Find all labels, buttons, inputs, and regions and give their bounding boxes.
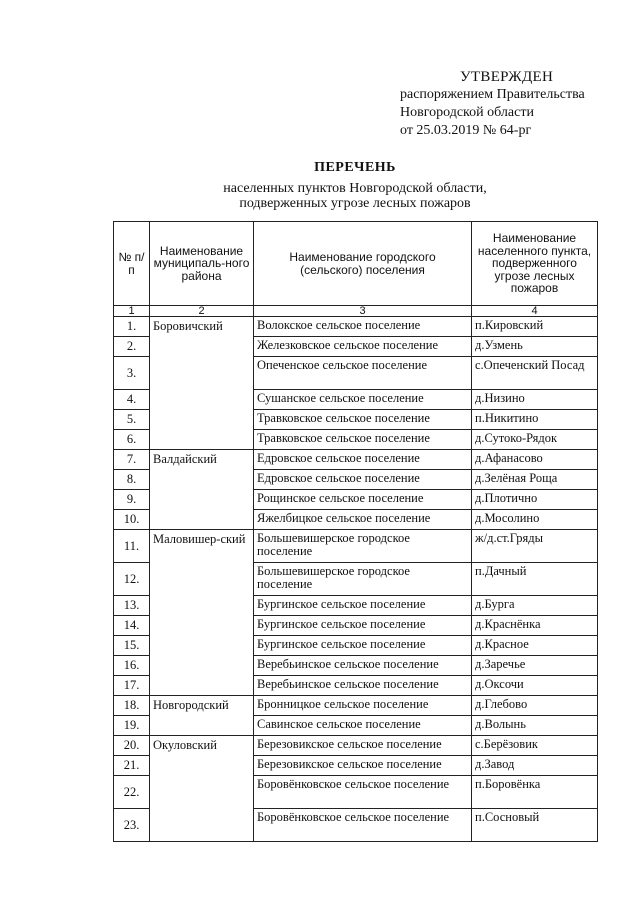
row-number: 11. [114,530,150,563]
locality-cell: ж/д.ст.Гряды [472,530,598,563]
locality-cell: д.Оксочи [472,676,598,696]
settlement-cell: Волокское сельское поселение [254,317,472,337]
row-number: 10. [114,510,150,530]
approval-block [400,68,585,140]
district-cell: Окуловский [150,736,254,842]
locality-cell: д.Низино [472,390,598,410]
settlement-cell: Едровское сельское поселение [254,470,472,490]
locality-cell: д.Заречье [472,656,598,676]
row-number: 23. [114,809,150,842]
locality-cell: д.Узмень [472,337,598,357]
locality-cell: д.Глебово [472,696,598,716]
row-number: 21. [114,756,150,776]
settlement-cell: Сушанское сельское поселение [254,390,472,410]
settlement-cell: Боровёнковское сельское поселение [254,809,472,842]
index-cell-2: 2 [150,306,254,317]
settlement-cell: Большевишерское городское поселение [254,563,472,596]
district-cell: Валдайский [150,450,254,530]
header-num: № п/п [114,222,150,306]
settlement-cell: Бургинское сельское поселение [254,596,472,616]
index-cell-3: 3 [254,306,472,317]
locality-cell: п.Боровёнка [472,776,598,809]
index-cell-4: 4 [472,306,598,317]
row-number: 7. [114,450,150,470]
row-number: 17. [114,676,150,696]
settlement-cell: Железковское сельское поселение [254,337,472,357]
district-cell: Маловишер-ский [150,530,254,696]
settlement-cell: Рощинское сельское поселение [254,490,472,510]
district-cell: Боровичский [150,317,254,450]
row-number: 4. [114,390,150,410]
approval-line-2: Новгородской области [400,105,534,120]
locality-cell: д.Краснёнка [472,616,598,636]
document-title: ПЕРЕЧЕНЬ [314,160,396,175]
row-number: 22. [114,776,150,809]
row-number: 20. [114,736,150,756]
settlement-cell: Березовикское сельское поселение [254,736,472,756]
locality-cell: п.Дачный [472,563,598,596]
district-cell: Новгородский [150,696,254,736]
locality-cell: с.Опеченский Посад [472,357,598,390]
locality-cell: д.Плотично [472,490,598,510]
settlement-cell: Яжелбицкое сельское поселение [254,510,472,530]
settlement-cell: Боровёнковское сельское поселение [254,776,472,809]
settlement-cell: Едровское сельское поселение [254,450,472,470]
row-number: 14. [114,616,150,636]
row-number: 5. [114,410,150,430]
locality-cell: д.Красное [472,636,598,656]
settlement-cell: Веребьинское сельское поселение [254,656,472,676]
settlement-cell: Большевишерское городское поселение [254,530,472,563]
localities-table [113,221,598,842]
document-subtitle [150,181,560,211]
approval-title: УТВЕРЖДЕН [460,69,554,85]
row-number: 12. [114,563,150,596]
settlement-cell: Веребьинское сельское поселение [254,676,472,696]
locality-cell: д.Мосолино [472,510,598,530]
approval-line-1: распоряжением Правительства [400,87,585,102]
settlement-cell: Опеченское сельское поселение [254,357,472,390]
row-number: 3. [114,357,150,390]
header-district: Наименование муниципаль-ного района [150,222,254,306]
row-number: 9. [114,490,150,510]
settlement-cell: Травковское сельское поселение [254,430,472,450]
locality-cell: д.Завод [472,756,598,776]
row-number: 6. [114,430,150,450]
row-number: 1. [114,317,150,337]
row-number: 19. [114,716,150,736]
row-number: 2. [114,337,150,357]
row-number: 18. [114,696,150,716]
settlement-cell: Савинское сельское поселение [254,716,472,736]
subtitle-line-2: подверженных угрозе лесных пожаров [239,196,471,211]
header-settlement: Наименование городского (сельского) поселения [254,222,472,306]
locality-cell: д.Волынь [472,716,598,736]
locality-cell: д.Зелёная Роща [472,470,598,490]
settlement-cell: Бургинское сельское поселение [254,636,472,656]
settlement-cell: Травковское сельское поселение [254,410,472,430]
row-number: 8. [114,470,150,490]
row-number: 15. [114,636,150,656]
settlement-cell: Бургинское сельское поселение [254,616,472,636]
locality-cell: п.Кировский [472,317,598,337]
settlement-cell: Бронницкое сельское поселение [254,696,472,716]
index-cell-1: 1 [114,306,150,317]
locality-cell: п.Никитино [472,410,598,430]
locality-cell: д.Афанасово [472,450,598,470]
approval-line-3: от 25.03.2019 № 64-рг [400,123,532,138]
row-number: 13. [114,596,150,616]
header-locality: Наименование населенного пункта, подверженного угрозе лесных пожаров [472,222,598,306]
settlement-cell: Березовикское сельское поселение [254,756,472,776]
locality-cell: д.Бурга [472,596,598,616]
locality-cell: с.Берёзовик [472,736,598,756]
row-number: 16. [114,656,150,676]
locality-cell: п.Сосновый [472,809,598,842]
subtitle-line-1: населенных пунктов Новгородской области, [223,181,487,196]
locality-cell: д.Сутоко-Рядок [472,430,598,450]
